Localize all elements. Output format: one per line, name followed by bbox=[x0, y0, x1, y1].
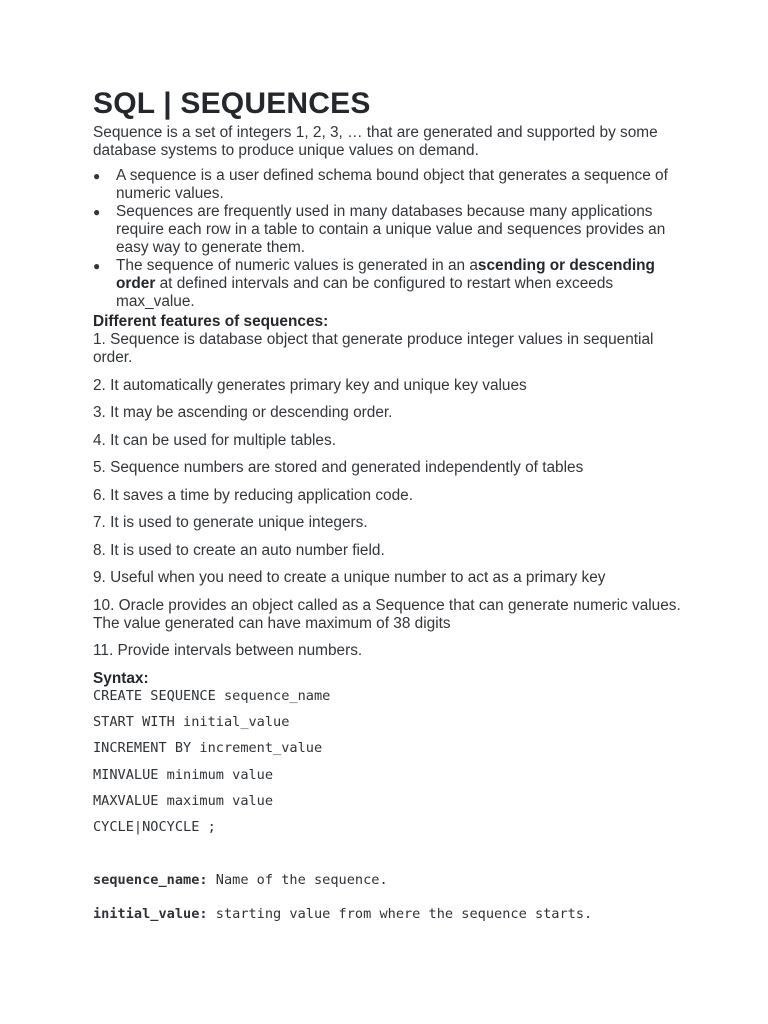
bullet-text-before: The sequence of numeric values is generated in an a bbox=[116, 257, 478, 274]
bullet-text-bold: scending or descending order bbox=[116, 257, 655, 292]
feature-item: 5. Sequence numbers are stored and generated independently of tables bbox=[93, 459, 584, 476]
feature-item: 6. It saves a time by reducing application code. bbox=[93, 486, 413, 504]
bullet-icon: ● bbox=[93, 259, 101, 273]
parameter-text: Name of the sequence. bbox=[207, 871, 388, 888]
bullet-text: A sequence is a user defined schema bound object that generates a sequence of numeric values. bbox=[116, 167, 668, 202]
page-title: SQL | SEQUENCES bbox=[93, 87, 371, 120]
feature-item: 8. It is used to create an auto number field. bbox=[93, 541, 385, 559]
bullet-list bbox=[93, 167, 683, 311]
feature-item: 10. Oracle provides an object called as a Sequence that can generate numeric values. The value generated can have maximum of 38 digits bbox=[93, 596, 681, 632]
feature-item: 9. Useful when you need to create a unique number to act as a primary key bbox=[93, 569, 606, 586]
syntax-line: START WITH initial_value bbox=[93, 713, 290, 730]
feature-item: 3. It may be ascending or descending order. bbox=[93, 404, 393, 421]
bullet-item bbox=[93, 203, 683, 257]
parameter-description bbox=[93, 872, 683, 889]
parameter-name: sequence_name: bbox=[93, 871, 208, 888]
bullet-item bbox=[93, 257, 683, 311]
feature-item: 1. Sequence is database object that generate produce integer values in sequential order. bbox=[93, 331, 654, 366]
spacer bbox=[93, 846, 683, 872]
parameter-name: initial_value: bbox=[93, 905, 208, 922]
syntax-heading: Syntax: bbox=[93, 669, 149, 687]
parameter-description bbox=[93, 906, 683, 923]
bullet-text: Sequences are frequently used in many databases because many applications require each row in a table to contain a unique value and sequences provides an easy way to generate them. bbox=[116, 203, 666, 256]
parameter-text: starting value from where the sequence starts. bbox=[207, 905, 593, 922]
document-page bbox=[93, 84, 683, 923]
feature-item: 4. It can be used for multiple tables. bbox=[93, 431, 336, 449]
intro-paragraph: Sequence is a set of integers 1, 2, 3, … that are generated and supported by some database systems to produce unique values on demand. bbox=[93, 124, 658, 159]
bullet-text-after: at defined intervals and can be configured to restart when exceeds max_value. bbox=[116, 275, 614, 310]
syntax-line: CYCLE|NOCYCLE ; bbox=[93, 819, 216, 836]
syntax-line: INCREMENT BY increment_value bbox=[93, 740, 323, 757]
feature-item: 7. It is used to generate unique integers. bbox=[93, 514, 368, 531]
syntax-line: CREATE SEQUENCE sequence_name bbox=[93, 687, 331, 704]
bullet-icon: ● bbox=[93, 205, 101, 219]
features-heading: Different features of sequences: bbox=[93, 313, 329, 330]
feature-item: 2. It automatically generates primary key and unique key values bbox=[93, 376, 527, 394]
feature-item: 11. Provide intervals between numbers. bbox=[93, 642, 363, 659]
bullet-item bbox=[93, 167, 683, 203]
bullet-icon: ● bbox=[93, 169, 101, 183]
syntax-line: MINVALUE minimum value bbox=[93, 766, 274, 783]
syntax-line: MAXVALUE maximum value bbox=[93, 793, 274, 810]
